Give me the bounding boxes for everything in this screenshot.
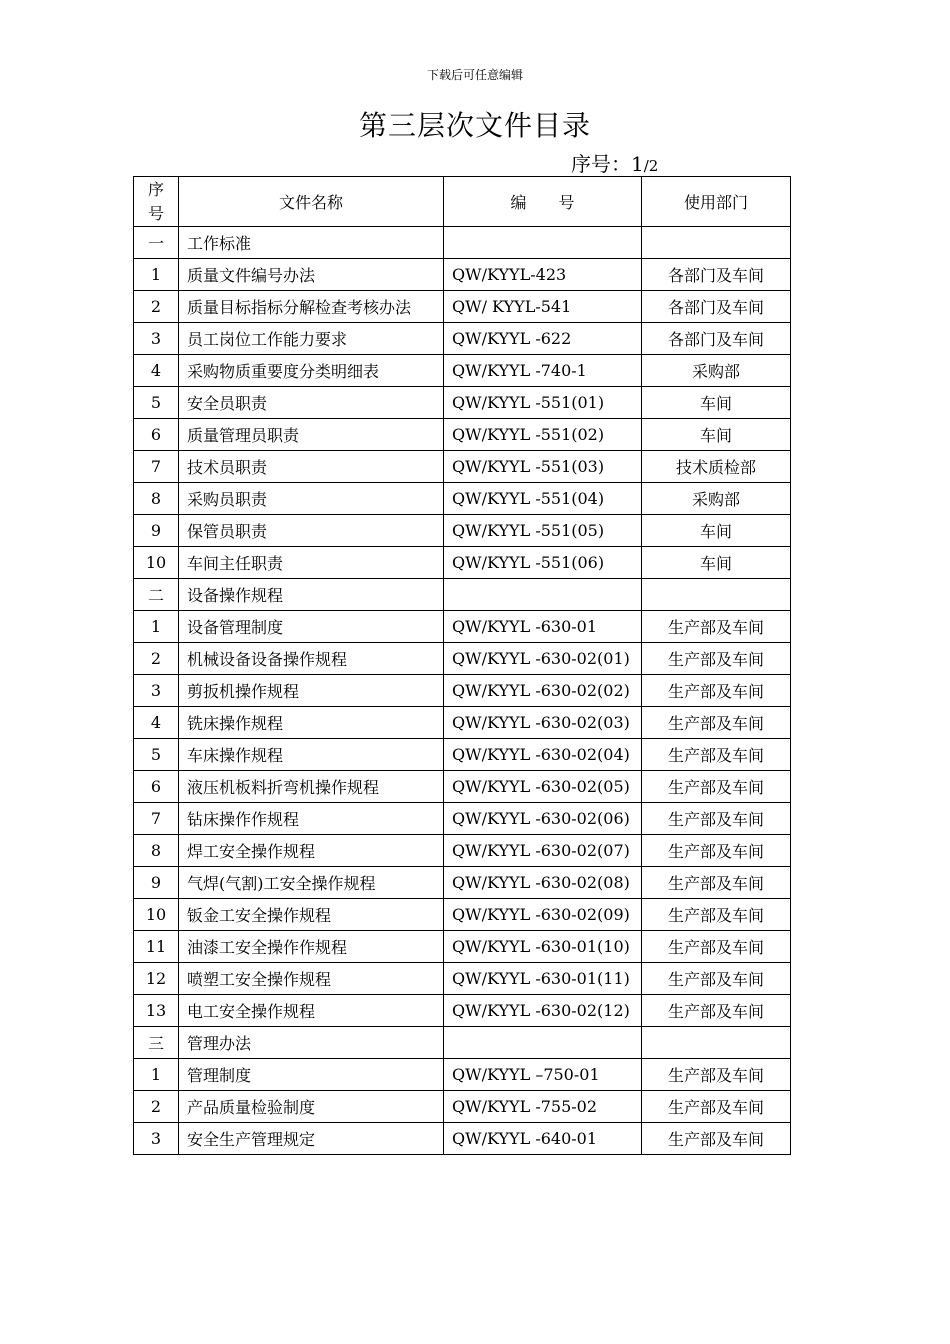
row-department: 生产部及车间: [642, 835, 791, 867]
table-row: [134, 707, 791, 739]
row-document-code: QW/KYYL -551(06): [444, 547, 642, 579]
table-row: [134, 867, 791, 899]
table-row: [134, 803, 791, 835]
row-document-code: QW/KYYL -630-02(02): [444, 675, 642, 707]
row-department: 各部门及车间: [642, 291, 791, 323]
row-number: 2: [134, 291, 179, 323]
row-document-name: 钣金工安全操作规程: [179, 899, 444, 931]
row-department: 车间: [642, 387, 791, 419]
row-number: 6: [134, 419, 179, 451]
table-row: [134, 579, 791, 611]
row-number: 11: [134, 931, 179, 963]
table-row: [134, 451, 791, 483]
row-department: 生产部及车间: [642, 675, 791, 707]
row-document-name: 安全员职责: [179, 387, 444, 419]
row-document-code: QW/KYYL -630-02(05): [444, 771, 642, 803]
row-department: 生产部及车间: [642, 995, 791, 1027]
row-document-code: QW/KYYL -630-01: [444, 611, 642, 643]
row-document-name: 气焊(气割)工安全操作规程: [179, 867, 444, 899]
row-document-name: 车间主任职责: [179, 547, 444, 579]
row-department: 生产部及车间: [642, 611, 791, 643]
row-document-code: QW/KYYL -551(03): [444, 451, 642, 483]
row-department: 生产部及车间: [642, 899, 791, 931]
row-document-name: 采购物质重要度分类明细表: [179, 355, 444, 387]
row-document-name: 员工岗位工作能力要求: [179, 323, 444, 355]
row-number: 1: [134, 259, 179, 291]
row-document-code: QW/KYYL -630-02(12): [444, 995, 642, 1027]
row-document-code: QW/KYYL -630-01(10): [444, 931, 642, 963]
row-document-name: 油漆工安全操作作规程: [179, 931, 444, 963]
row-document-code: QW/KYYL -630-02(04): [444, 739, 642, 771]
header-note: 下载后可任意编辑: [426, 68, 523, 82]
row-document-name: 技术员职责: [179, 451, 444, 483]
row-number: 5: [134, 387, 179, 419]
row-department: 生产部及车间: [642, 867, 791, 899]
row-document-code: QW/KYYL -630-02(07): [444, 835, 642, 867]
row-department: 采购部: [642, 355, 791, 387]
row-number: 5: [134, 739, 179, 771]
row-number: 10: [134, 899, 179, 931]
row-department: 生产部及车间: [642, 739, 791, 771]
row-document-code: QW/KYYL -622: [444, 323, 642, 355]
row-department: 生产部及车间: [642, 1123, 791, 1155]
row-document-name: 管理办法: [179, 1027, 444, 1059]
table-row: [134, 419, 791, 451]
table-row: [134, 1059, 791, 1091]
row-document-code: QW/KYYL -551(02): [444, 419, 642, 451]
column-header-number-line1: 序: [147, 179, 164, 199]
row-document-code: QW/KYYL -630-02(08): [444, 867, 642, 899]
row-department: 技术质检部: [642, 451, 791, 483]
table-row: [134, 963, 791, 995]
row-number: 7: [134, 451, 179, 483]
row-document-code: QW/KYYL -630-02(09): [444, 899, 642, 931]
row-document-name: 采购员职责: [179, 483, 444, 515]
row-department: [642, 1027, 791, 1059]
row-number: 二: [134, 579, 179, 611]
row-document-code: [444, 1027, 642, 1059]
row-department: 车间: [642, 547, 791, 579]
row-department: [642, 579, 791, 611]
row-department: 各部门及车间: [642, 323, 791, 355]
table-row: [134, 547, 791, 579]
row-document-code: QW/KYYL -551(01): [444, 387, 642, 419]
row-document-code: QW/ KYYL-541: [444, 291, 642, 323]
table-row: [134, 1027, 791, 1059]
row-document-name: 钻床操作作规程: [179, 803, 444, 835]
row-document-code: QW/KYYL-423: [444, 259, 642, 291]
row-document-code: QW/KYYL -630-02(03): [444, 707, 642, 739]
row-document-name: 铣床操作规程: [179, 707, 444, 739]
row-document-name: 焊工安全操作规程: [179, 835, 444, 867]
row-number: 9: [134, 867, 179, 899]
serial-value: 1: [631, 152, 644, 176]
row-department: 生产部及车间: [642, 1091, 791, 1123]
row-document-name: 车床操作规程: [179, 739, 444, 771]
page-title: 第三层次文件目录: [358, 109, 591, 142]
table-header-row: [134, 177, 791, 227]
column-header-code: 编 号: [444, 177, 642, 227]
row-department: 采购部: [642, 483, 791, 515]
row-number: 1: [134, 611, 179, 643]
table-row: [134, 291, 791, 323]
row-number: 3: [134, 1123, 179, 1155]
serial-page-count: /2: [643, 157, 659, 175]
row-number: 一: [134, 227, 179, 259]
row-document-name: 管理制度: [179, 1059, 444, 1091]
row-number: 4: [134, 707, 179, 739]
table-row: [134, 835, 791, 867]
row-department: 车间: [642, 515, 791, 547]
table-row: [134, 355, 791, 387]
table-row: [134, 771, 791, 803]
row-number: 9: [134, 515, 179, 547]
column-header-number: [134, 177, 179, 227]
row-document-code: QW/KYYL -640-01: [444, 1123, 642, 1155]
row-department: 车间: [642, 419, 791, 451]
row-document-name: 剪扳机操作规程: [179, 675, 444, 707]
row-document-name: 安全生产管理规定: [179, 1123, 444, 1155]
row-document-name: 工作标准: [179, 227, 444, 259]
row-document-code: [444, 579, 642, 611]
row-document-name: 设备操作规程: [179, 579, 444, 611]
column-header-department: 使用部门: [642, 177, 791, 227]
column-header-number-line2: 号: [147, 203, 164, 223]
row-number: 2: [134, 643, 179, 675]
column-header-name: 文件名称: [179, 177, 444, 227]
row-department: 生产部及车间: [642, 963, 791, 995]
row-document-code: QW/KYYL -755-02: [444, 1091, 642, 1123]
row-number: 10: [134, 547, 179, 579]
table-row: [134, 515, 791, 547]
table-row: [134, 227, 791, 259]
row-document-code: [444, 227, 642, 259]
row-document-name: 电工安全操作规程: [179, 995, 444, 1027]
row-document-name: 设备管理制度: [179, 611, 444, 643]
row-document-name: 产品质量检验制度: [179, 1091, 444, 1123]
row-number: 12: [134, 963, 179, 995]
row-document-code: QW/KYYL –750-01: [444, 1059, 642, 1091]
row-document-name: 机械设备设备操作规程: [179, 643, 444, 675]
serial-label: 序号：: [571, 152, 631, 176]
row-document-name: 保管员职责: [179, 515, 444, 547]
row-number: 3: [134, 675, 179, 707]
table-row: [134, 739, 791, 771]
table-row: [134, 899, 791, 931]
row-department: 生产部及车间: [642, 707, 791, 739]
serial-number: [571, 148, 658, 177]
row-document-code: QW/KYYL -630-01(11): [444, 963, 642, 995]
table-row: [134, 675, 791, 707]
row-document-name: 质量管理员职责: [179, 419, 444, 451]
table-row: [134, 995, 791, 1027]
table-row: [134, 323, 791, 355]
table-row: [134, 931, 791, 963]
row-number: 1: [134, 1059, 179, 1091]
table-body: [134, 227, 791, 1155]
row-document-code: QW/KYYL -630-02(06): [444, 803, 642, 835]
row-number: 3: [134, 323, 179, 355]
row-number: 三: [134, 1027, 179, 1059]
row-department: 生产部及车间: [642, 643, 791, 675]
row-document-name: 质量目标指标分解检查考核办法: [179, 291, 444, 323]
table-row: [134, 611, 791, 643]
row-document-name: 液压机板料折弯机操作规程: [179, 771, 444, 803]
table-row: [134, 483, 791, 515]
table-row: [134, 643, 791, 675]
row-document-code: QW/KYYL -551(04): [444, 483, 642, 515]
document-catalog-table: [133, 176, 791, 1155]
row-department: 生产部及车间: [642, 931, 791, 963]
row-document-name: 质量文件编号办法: [179, 259, 444, 291]
table-row: [134, 387, 791, 419]
row-document-code: QW/KYYL -740-1: [444, 355, 642, 387]
table-row: [134, 1091, 791, 1123]
row-number: 6: [134, 771, 179, 803]
table-row: [134, 1123, 791, 1155]
row-number: 7: [134, 803, 179, 835]
row-document-code: QW/KYYL -630-02(01): [444, 643, 642, 675]
row-number: 4: [134, 355, 179, 387]
row-department: [642, 227, 791, 259]
row-department: 生产部及车间: [642, 1059, 791, 1091]
row-number: 2: [134, 1091, 179, 1123]
row-number: 8: [134, 483, 179, 515]
row-number: 13: [134, 995, 179, 1027]
row-document-name: 喷塑工安全操作规程: [179, 963, 444, 995]
row-department: 生产部及车间: [642, 803, 791, 835]
row-department: 各部门及车间: [642, 259, 791, 291]
row-number: 8: [134, 835, 179, 867]
row-document-code: QW/KYYL -551(05): [444, 515, 642, 547]
row-department: 生产部及车间: [642, 771, 791, 803]
table-row: [134, 259, 791, 291]
